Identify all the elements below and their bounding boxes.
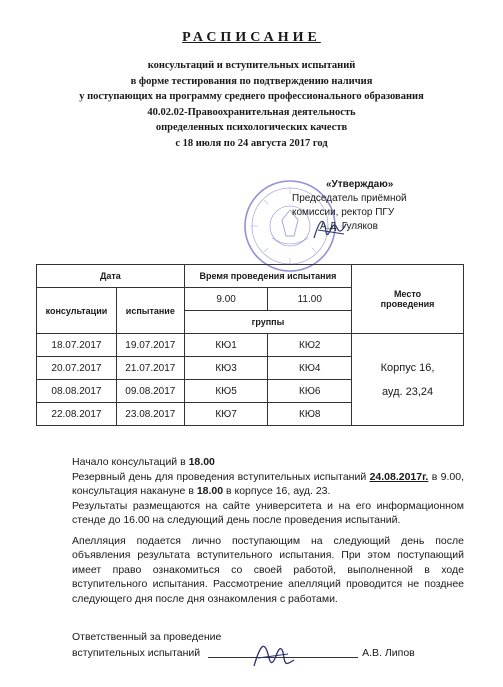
approval-signer: А.Д. Гуляков — [320, 221, 378, 232]
consult-start-time: 18.00 — [188, 456, 215, 468]
footer-position-line: Ответственный за проведение — [72, 631, 222, 643]
reserve-day-text: в корпусе 16, ауд. 23. — [223, 485, 331, 497]
header-exam: испытание — [116, 288, 184, 334]
document-subtitle — [20, 58, 483, 151]
footer-signer: А.В. Липов — [362, 647, 415, 659]
header-time: Время проведения испытания — [184, 265, 351, 288]
cell-consult-date: 20.07.2017 — [37, 357, 117, 380]
cell-group: КЮ2 — [268, 334, 352, 357]
header-groups: группы — [184, 311, 351, 334]
approval-position-line: комиссии, ректор ПГУ — [292, 207, 395, 218]
cell-place — [352, 334, 464, 426]
cell-group: КЮ6 — [268, 380, 352, 403]
cell-exam-date: 19.07.2017 — [116, 334, 184, 357]
consult-start-text: Начало консультаций в — [72, 456, 189, 468]
cell-group: КЮ7 — [184, 403, 268, 426]
results-paragraph: Результаты размещаются на сайте университета и на его информационном стенде до 16.00 на следующий день после проведения испытаний. — [72, 499, 464, 526]
header-place: Место проведения — [352, 265, 464, 334]
footer-position-line: вступительных испытаний — [72, 647, 201, 659]
cell-exam-date: 21.07.2017 — [116, 357, 184, 380]
subtitle-line: у поступающих на программу среднего профессионального образования — [79, 91, 424, 102]
table-row — [37, 334, 464, 357]
subtitle-line: 40.02.02-Правоохранительная деятельность — [147, 106, 356, 118]
cell-group: КЮ3 — [184, 357, 268, 380]
reserve-day-time: 18.00 — [196, 485, 224, 497]
subtitle-line: в форме тестирования по подтверждению наличия — [130, 75, 373, 87]
cell-consult-date: 18.07.2017 — [37, 334, 117, 357]
schedule-table — [36, 264, 464, 426]
subtitle-line: с 18 июля по 24 августа 2017 год — [175, 137, 328, 149]
consult-start-paragraph — [72, 455, 464, 470]
header-date: Дата — [37, 265, 185, 288]
subtitle-line: определенных психологических качеств — [155, 122, 348, 133]
subtitle-line: консультаций и вступительных испытаний — [147, 60, 356, 71]
cell-group: КЮ5 — [184, 380, 268, 403]
appeal-paragraph: Апелляция подается лично поступающим на следующий день после объявления результата вступительного испытания. При этом поступающий имеет право ознакомиться со своей работой, выполненной в ходе вступительного испытания. Рассмотрение апелляций проводится не позднее следующего дня после дня ознакомления с работами. — [72, 534, 464, 605]
place-line: ауд. 23,24 — [381, 385, 434, 398]
body-text — [72, 455, 464, 606]
header-time-1: 9.00 — [184, 288, 268, 311]
approval-heading: «Утверждаю» — [326, 179, 394, 190]
cell-group: КЮ1 — [184, 334, 268, 357]
document-title: РАСПИСАНИЕ — [182, 30, 321, 45]
reserve-day-text: Резервный день для проведения вступительных испытаний — [72, 470, 370, 483]
rector-signature — [310, 212, 350, 246]
cell-group: КЮ8 — [268, 403, 352, 426]
reserve-day-text: в 9.00, консультация накануне в — [72, 470, 464, 497]
cell-exam-date: 09.08.2017 — [116, 380, 184, 403]
cell-exam-date: 23.08.2017 — [116, 403, 184, 426]
table-header-row — [37, 265, 464, 288]
header-time-2: 11.00 — [268, 288, 352, 311]
cell-group: КЮ4 — [268, 357, 352, 380]
cell-consult-date: 08.08.2017 — [37, 380, 117, 403]
reserve-day-date: 24.08.2017г. — [369, 470, 429, 483]
header-consultations: консультации — [37, 288, 117, 334]
cell-consult-date: 22.08.2017 — [37, 403, 117, 426]
approval-position-line: Председатель приёмной — [292, 193, 407, 204]
reserve-day-paragraph — [72, 470, 464, 499]
place-line: Корпус 16, — [380, 361, 435, 374]
responsible-signature — [248, 636, 298, 674]
